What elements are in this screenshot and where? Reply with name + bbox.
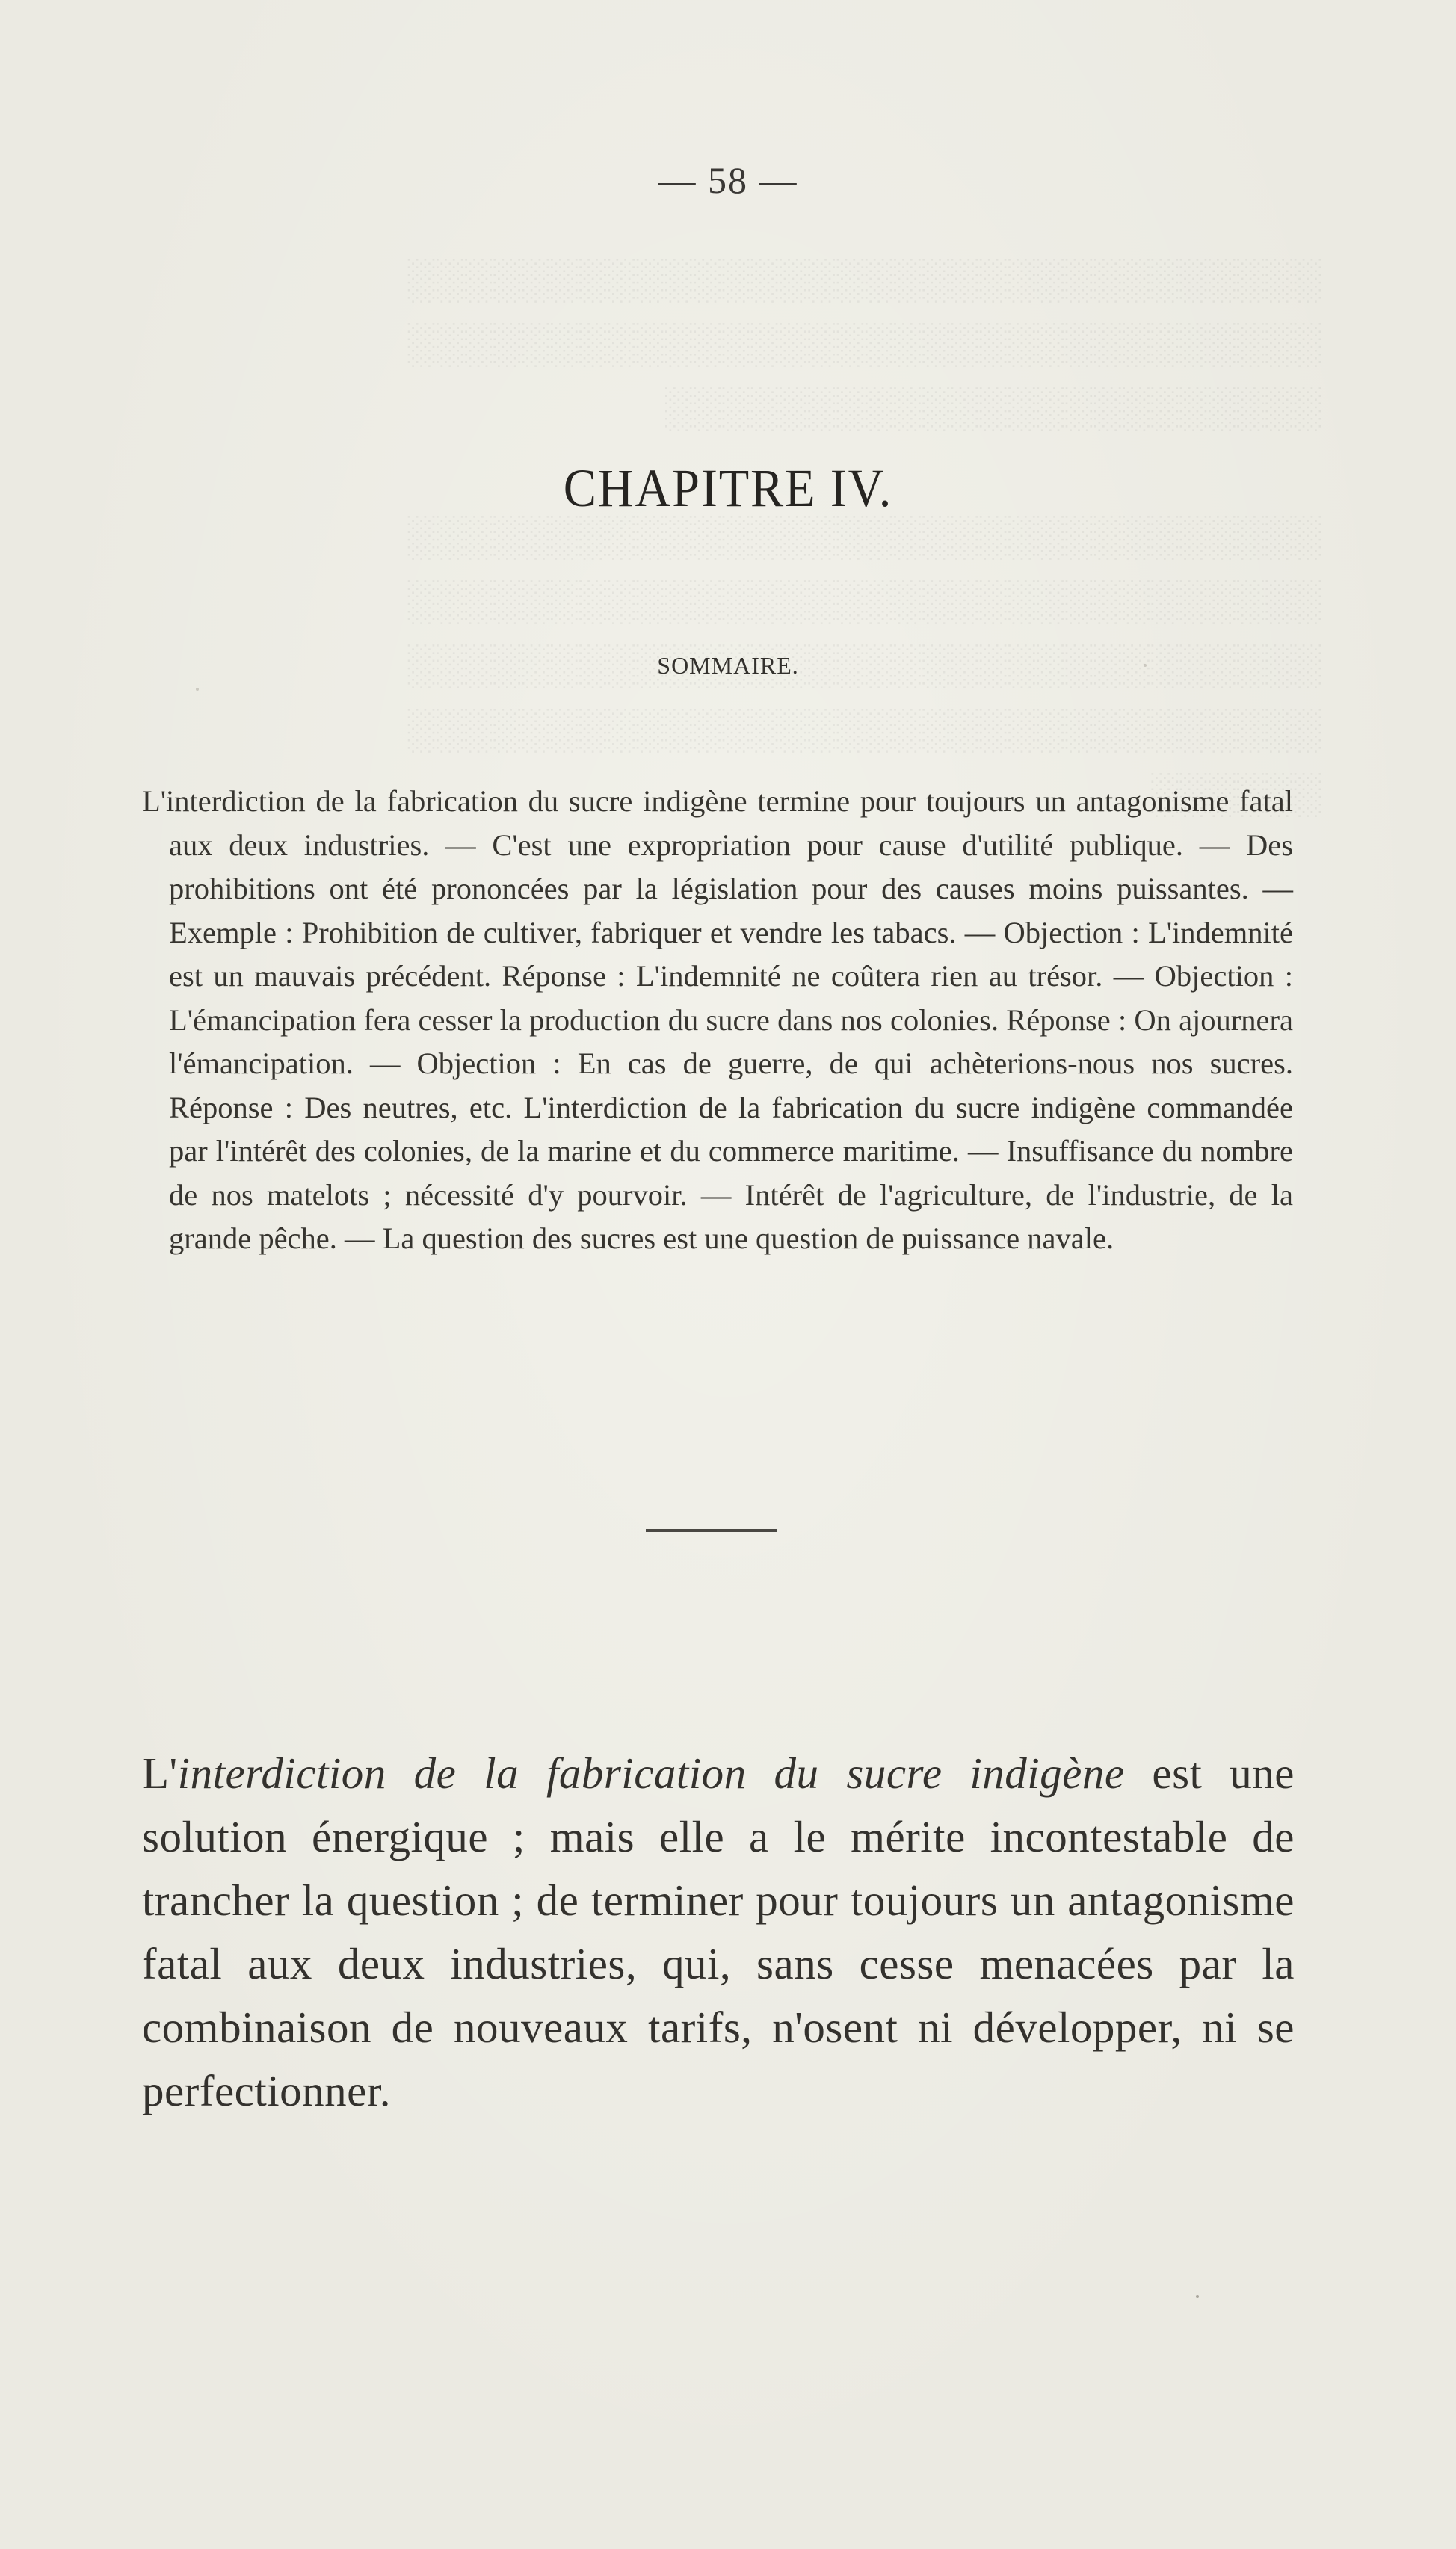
body-paragraph [142,1742,1295,2123]
paragraph-rest: est une solution énergique ; mais elle a le mérite incontestable de trancher la question ; de terminer pour toujours un antagonisme fatal aux deux industries, qui, sans cesse menacées par la combinaison de nouveaux tarifs, n'osent ni développer, ni se perfectionner. [142,1748,1295,2115]
paragraph-lead: L' [142,1748,178,1798]
paper-speck [196,688,199,691]
paragraph-italic-phrase: interdiction de la fabrication du sucre indigène [177,1748,1125,1798]
paper-speck [1196,2295,1199,2298]
sommaire-heading: SOMMAIRE. [657,652,799,679]
sommaire-summary: L'interdiction de la fabrication du sucre indigène termine pour toujours un antagonisme fatal aux deux industries. — C'est une expropriation pour cause d'utilité publique. — Des prohibitions ont été prononcées par la législation pour des causes moins puissantes. — Exemple : Prohibition de cultiver, fabriquer et vendre les tabacs. — Objection : L'indemnité est un mauvais précédent. Réponse : L'indemnité ne coûtera rien au trésor. — Objection : L'émancipation fera cesser la production du sucre dans nos colonies. Réponse : On ajournera l'émancipation. — Objection : En cas de guerre, de qui achèterions-nous nos sucres. Réponse : Des neutres, etc. L'interdiction de la fabrication du sucre indigène commandée par l'intérêt des colonies, de la marine et du commerce maritime. — Insuffisance du nombre de nos matelots ; nécessité d'y pourvoir. — Intérêt de l'agriculture, de l'industrie, de la grande pêche. — La question des sucres est une question de puissance navale. [142,784,1293,1255]
page-number: — 58 — [658,159,798,201]
paper-speck [1144,664,1147,667]
chapter-title: CHAPITRE IV. [563,458,893,518]
section-divider [646,1529,777,1532]
